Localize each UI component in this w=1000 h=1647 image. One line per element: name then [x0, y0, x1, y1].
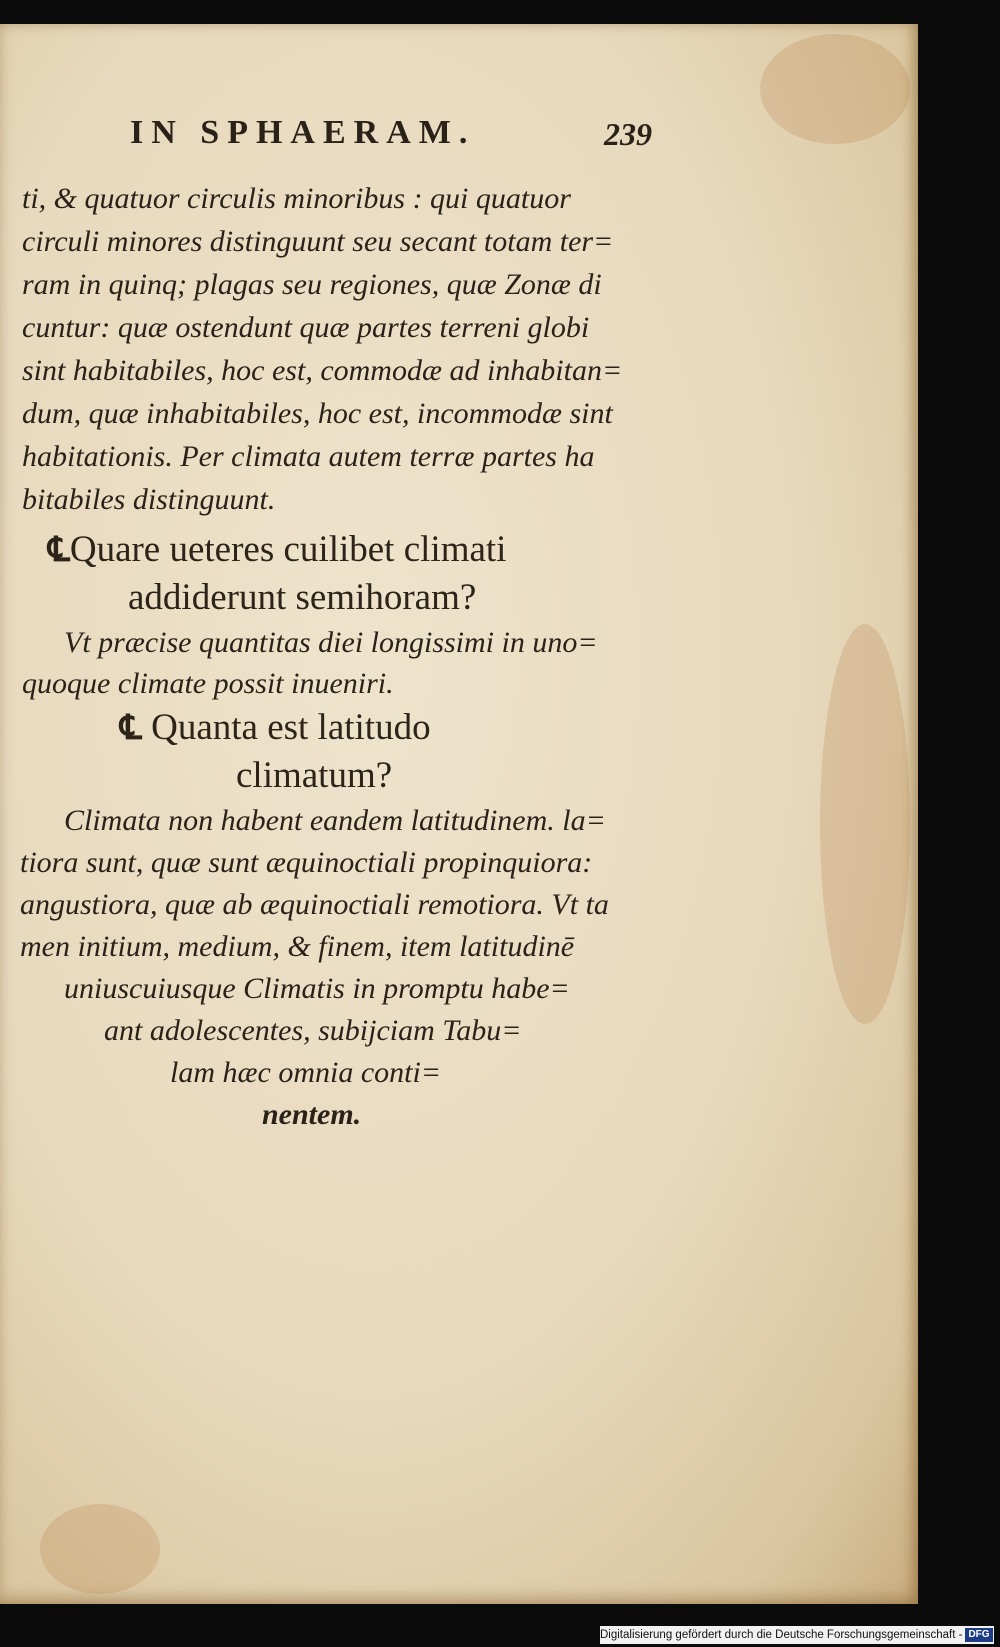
answer-line: Vt præcise quantitas diei longissimi in uno=: [64, 626, 598, 659]
answer-line: quoque climate possit inueniri.: [22, 667, 394, 700]
running-head: IN SPHAERAM.: [130, 114, 476, 151]
answer-line: uniuscuiusque Climatis in promptu habe=: [64, 972, 570, 1005]
page-number: 239: [604, 116, 652, 152]
digitization-credit: [600, 1626, 994, 1644]
text-line: ti, & quatuor circulis minoribus : qui quatuor: [22, 182, 571, 215]
text-line: circuli minores distinguunt seu secant totam ter=: [22, 225, 614, 258]
question-heading-continued: climatum?: [236, 755, 393, 796]
paragraph-mark-icon: ℄: [120, 710, 142, 747]
text-line: sint habitabiles, hoc est, commodæ ad inhabitan=: [22, 354, 623, 387]
question-text: Quanta est latitudo: [151, 707, 431, 748]
answer-line: angustiora, quæ ab æquinoctiali remotiora. Vt ta: [20, 888, 609, 921]
question-heading: [120, 706, 431, 749]
paragraph-mark-icon: ℄: [48, 532, 70, 569]
answer-line: Climata non habent eandem latitudinem. la=: [64, 804, 606, 837]
text-line: habitationis. Per climata autem terræ partes ha: [22, 440, 595, 473]
answer-line: tiora sunt, quæ sunt æquinoctiali propinquiora:: [20, 846, 593, 879]
question-heading: [48, 528, 506, 571]
question-heading-continued: addiderunt semihoram?: [128, 577, 477, 618]
answer-line: men initium, medium, & finem, item latitudinē: [20, 930, 575, 963]
question-text: Quare ueteres cuilibet climati: [69, 529, 507, 570]
answer-line: ant adolescentes, subijciam Tabu=: [104, 1014, 522, 1047]
text-line: ram in quinq; plagas seu regiones, quæ Zonæ di: [22, 268, 602, 301]
text-line: dum, quæ inhabitabiles, hoc est, incommodæ sint: [22, 397, 613, 430]
answer-line: lam hæc omnia conti=: [170, 1056, 442, 1089]
answer-line: nentem.: [262, 1098, 362, 1131]
dfg-logo: DFG: [965, 1628, 992, 1642]
text-line: cuntur: quæ ostendunt quæ partes terreni globi: [22, 311, 590, 344]
book-page: [0, 24, 918, 1604]
text-line: bitabiles distinguunt.: [22, 483, 276, 516]
credit-text: Digitalisierung gefördert durch die Deutsche Forschungsgemeinschaft -: [600, 1629, 963, 1641]
page-text: [0, 24, 918, 1604]
